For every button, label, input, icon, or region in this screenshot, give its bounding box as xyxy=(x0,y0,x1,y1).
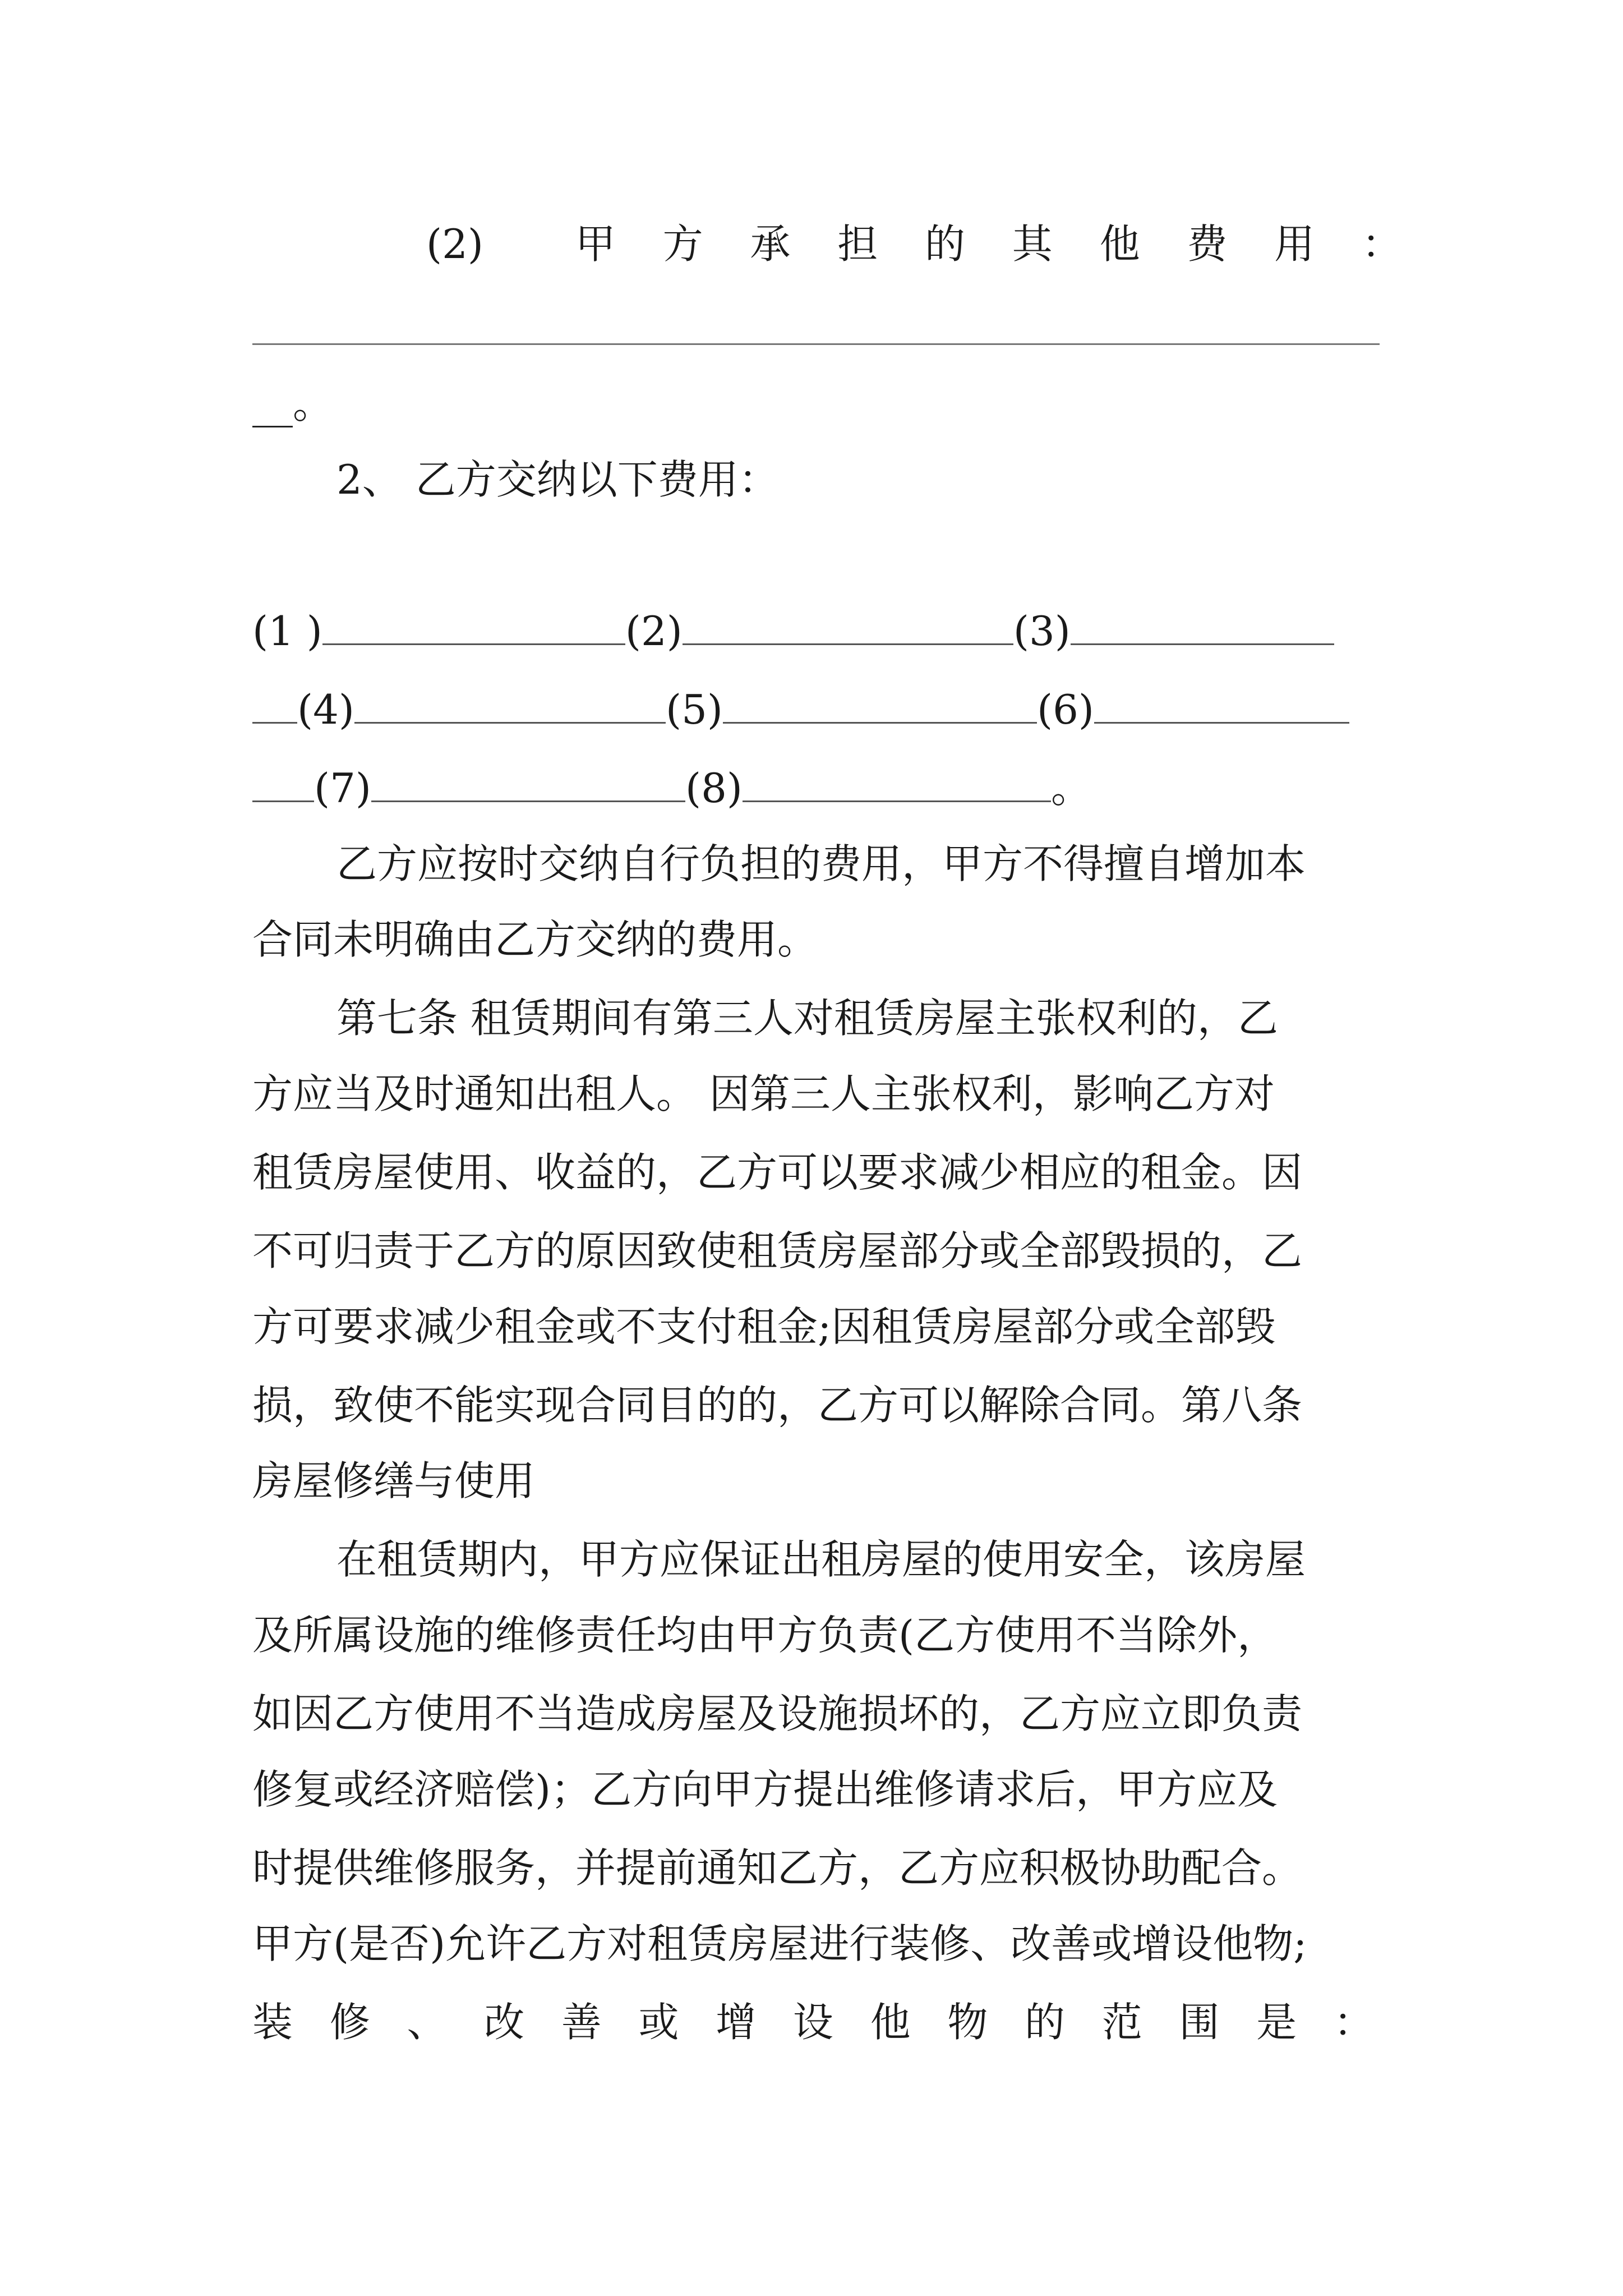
other-fees-heading xyxy=(426,216,1402,272)
paragraph-line: 如因乙方使用不当造成房屋及设施损坏的，乙方应立即负责 xyxy=(252,1690,1303,1737)
paragraph-line: 方可要求减少租金或不支付租金;因租赁房屋部分或全部毁 xyxy=(252,1303,1276,1350)
scope-char: 物 xyxy=(947,1999,988,2046)
fee-blank-row xyxy=(252,603,1391,659)
fee-blank xyxy=(354,683,666,724)
paragraph-line: 损，致使不能实现合同目的的，乙方可以解除合同。第八条 xyxy=(252,1382,1303,1429)
fee-label: (1 ) xyxy=(252,608,322,655)
paragraph-line: 合同未明确由乙方交纳的费用。 xyxy=(252,916,818,963)
heading-char: 方 xyxy=(662,220,703,268)
fee-blank-row xyxy=(252,682,1391,738)
fee-blank-row xyxy=(252,760,1391,816)
fee-blank xyxy=(371,761,685,802)
fee-label: (7) xyxy=(314,765,371,812)
scope-char: 装 xyxy=(252,1999,293,2046)
scope-char: 增 xyxy=(716,1999,757,2046)
paragraph-line: 在租赁期内，甲方应保证出租房屋的使用安全，该房屋 xyxy=(336,1536,1306,1583)
scope-char: 是 xyxy=(1256,1999,1297,2046)
fee-label: (2) xyxy=(625,608,683,655)
paragraph-line: 第七条 租赁期间有第三人对租赁房屋主张权利的，乙 xyxy=(336,995,1278,1042)
period: 。 xyxy=(1051,765,1092,812)
scope-char: ： xyxy=(1333,1999,1374,2046)
scope-char: 的 xyxy=(1025,1999,1066,2046)
fee-blank xyxy=(743,761,1051,802)
renovation-scope-line xyxy=(252,1994,1374,2050)
fee-blank xyxy=(1071,604,1334,645)
paragraph-line: 时提供维修服务，并提前通知乙方，乙方应积极协助配合。 xyxy=(252,1844,1303,1892)
scope-char: 或 xyxy=(638,1999,679,2046)
paragraph-line: 租赁房屋使用、收益的，乙方可以要求减少相应的租金。因 xyxy=(252,1149,1303,1196)
heading-char: 担 xyxy=(837,220,878,268)
paragraph-line: 甲方(是否)允许乙方对租赁房屋进行装修、改善或增设他物; xyxy=(252,1920,1307,1967)
scope-char: 围 xyxy=(1179,1999,1220,2046)
paragraph-line: 方应当及时通知出租人。 因第三人主张权利，影响乙方对 xyxy=(252,1070,1275,1117)
fee-blank xyxy=(723,683,1037,724)
scope-char: 设 xyxy=(792,1999,833,2046)
fee-blank xyxy=(252,683,297,724)
heading-char: 的 xyxy=(924,220,965,268)
fee-label: (8) xyxy=(685,765,743,812)
paragraph-line: 及所属设施的维修责任均由甲方负责(乙方使用不当除外， xyxy=(252,1612,1278,1659)
fill-in-blank-line xyxy=(252,343,1380,345)
scope-char: 、 xyxy=(407,1999,448,2046)
paragraph-line: 房屋修缮与使用 xyxy=(252,1457,536,1504)
fee-label: (5) xyxy=(666,686,723,733)
heading-char: 其 xyxy=(1012,220,1053,268)
fee-label: (4) xyxy=(297,686,354,733)
heading-char: 承 xyxy=(750,220,791,268)
scope-char: 修 xyxy=(329,1999,370,2046)
fee-blank xyxy=(322,604,625,645)
paragraph-line: 乙方应按时交纳自行负担的费用，甲方不得擅自增加本 xyxy=(336,840,1306,887)
blank-line-close: __。 xyxy=(252,380,334,427)
heading-char: 他 xyxy=(1099,220,1140,268)
fee-blank xyxy=(683,604,1013,645)
scope-char: 善 xyxy=(561,1999,602,2046)
scope-char: 他 xyxy=(870,1999,911,2046)
heading-char: ： xyxy=(1361,220,1402,268)
scope-char: 范 xyxy=(1101,1999,1142,2046)
fee-label: (6) xyxy=(1037,686,1094,733)
tenant-fees-heading: 2、 乙方交纳以下费用： xyxy=(336,456,779,503)
paragraph-line: 不可归责于乙方的原因致使租赁房屋部分或全部毁损的，乙 xyxy=(252,1227,1303,1274)
fee-blank xyxy=(252,761,314,802)
heading-char: 费 xyxy=(1187,220,1228,268)
fee-label: (3) xyxy=(1013,608,1071,655)
heading-char: 用 xyxy=(1274,220,1315,268)
scope-char: 改 xyxy=(484,1999,525,2046)
paragraph-line: 修复或经济赔偿)；乙方向甲方提出维修请求后，甲方应及 xyxy=(252,1766,1278,1813)
fee-blank xyxy=(1094,683,1349,724)
heading-char: 甲 xyxy=(575,220,616,268)
item-number: (2) xyxy=(426,220,483,268)
